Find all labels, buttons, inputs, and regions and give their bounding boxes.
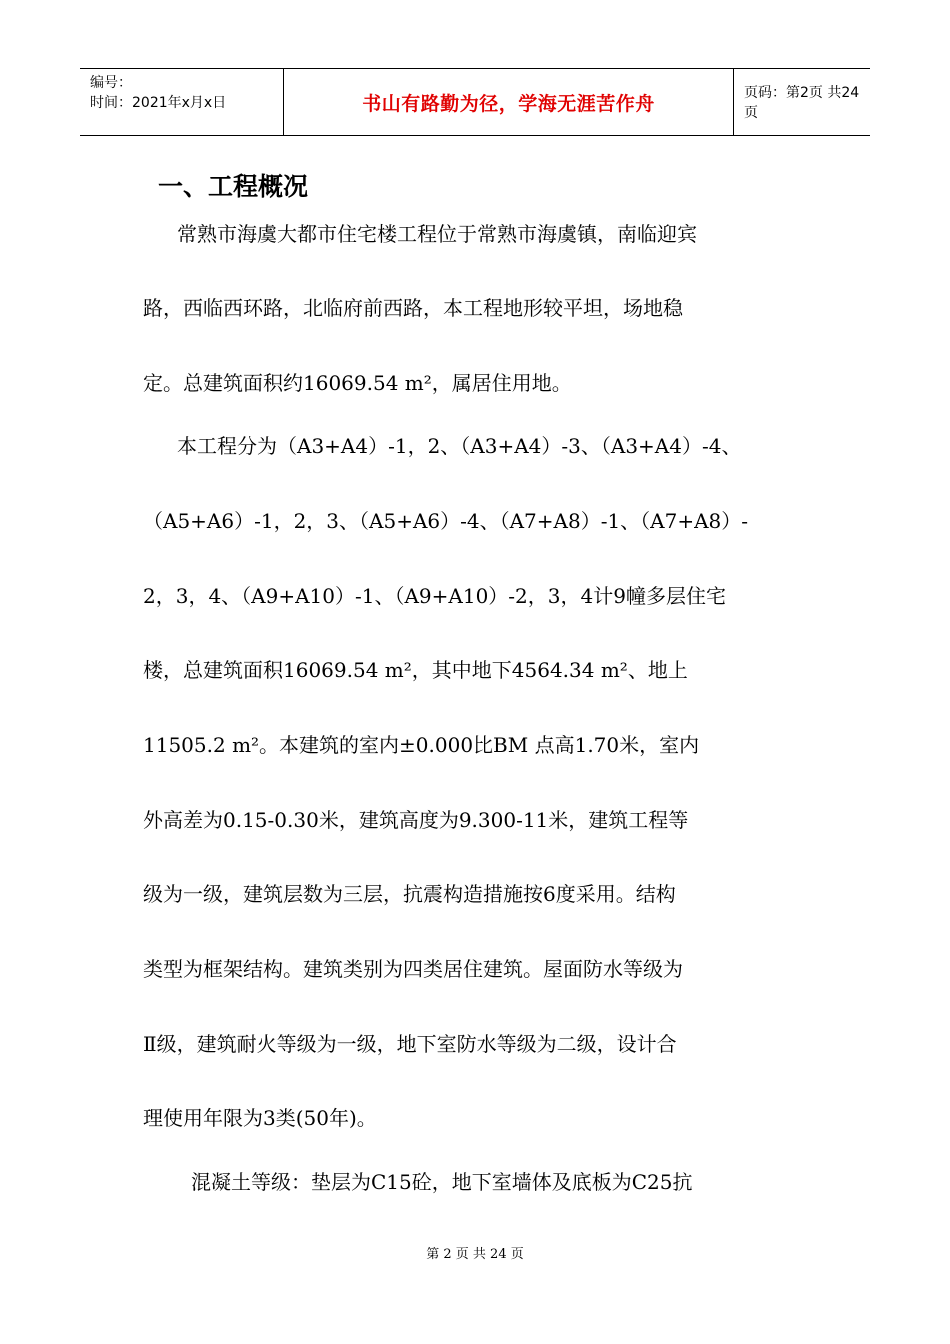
paragraph-line: 楼，总建筑面积16069.54 m²，其中地下4564.34 m²、地上 (143, 658, 688, 682)
header-middle (283, 69, 734, 135)
section-title: 一、工程概况 (158, 172, 309, 201)
page-footer: 第 2 页 共 24 页 (426, 1247, 524, 1262)
header-right (734, 69, 870, 135)
paragraph-line: 本工程分为（A3+A4）-1，2、（A3+A4）-3、（A3+A4）-4、 (177, 434, 742, 458)
paragraph-line: 理使用年限为3类(50年)。 (143, 1106, 377, 1130)
paragraph-line: 2，3，4、（A9+A10）-1、（A9+A10）-2，3，4计9幢多层住宅 (143, 584, 726, 608)
date-label: 时间：2021年x月x日 (90, 95, 227, 111)
number-label: 编号： (90, 75, 132, 91)
motto: 书山有路勤为径，学海无涯苦作舟 (362, 92, 655, 115)
paragraph-line: 路，西临西环路，北临府前西路，本工程地形较平坦，场地稳 (143, 296, 683, 320)
paragraph-line: 11505.2 m²。本建筑的室内±0.000比BM 点高1.70米，室内 (143, 733, 700, 757)
paragraph-line: Ⅱ级，建筑耐火等级为一级，地下室防水等级为二级，设计合 (143, 1032, 677, 1056)
paragraph-line: 级为一级，建筑层数为三层，抗震构造措施按6度采用。结构 (143, 882, 676, 906)
paragraph-line: 常熟市海虞大都市住宅楼工程位于常熟市海虞镇，南临迎宾 (177, 222, 697, 246)
paragraph-line: （A5+A6）-1，2，3、（A5+A6）-4、（A7+A8）-1、（A7+A8）- (143, 509, 749, 533)
paragraph-line: 类型为框架结构。建筑类别为四类居住建筑。屋面防水等级为 (143, 957, 683, 981)
paragraph-line: 外高差为0.15-0.30米，建筑高度为9.300-11米，建筑工程等 (143, 808, 689, 832)
header-left (80, 69, 283, 135)
page-info: 页码：第2页 共24页 (744, 85, 860, 121)
paragraph-line: 定。总建筑面积约16069.54 m²，属居住用地。 (143, 371, 572, 395)
page-header (80, 68, 870, 136)
paragraph-line: 混凝土等级：垫层为C15砼，地下室墙体及底板为C25抗 (191, 1170, 693, 1194)
